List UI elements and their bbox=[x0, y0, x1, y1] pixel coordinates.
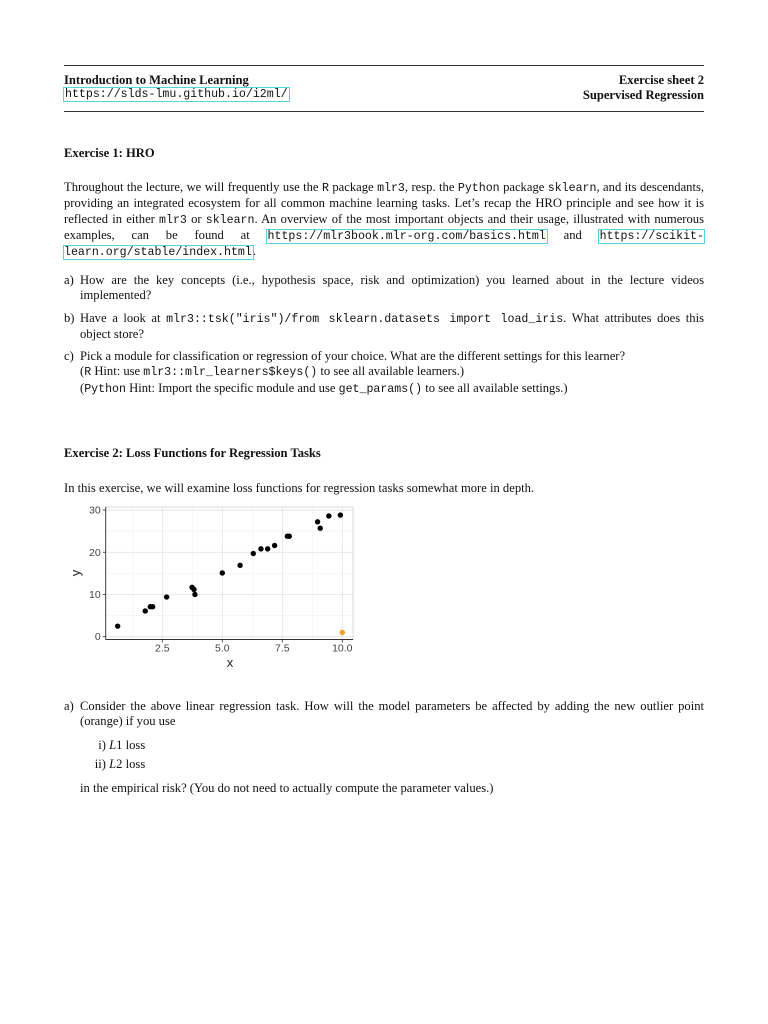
x-tick-label: 10.0 bbox=[332, 642, 353, 655]
data-point bbox=[251, 551, 256, 556]
text-segment: to see all available settings.) bbox=[422, 380, 568, 395]
header-bottom-rule bbox=[64, 111, 704, 112]
option-var: L bbox=[109, 738, 117, 752]
data-point bbox=[115, 623, 120, 628]
text-segment: Throughout the lecture, we will frequently use the bbox=[64, 180, 322, 194]
text-segment: Hint: use bbox=[91, 364, 144, 379]
data-point bbox=[265, 546, 270, 551]
data-point bbox=[326, 513, 331, 518]
option-l2 bbox=[88, 757, 145, 772]
exercise-2-title: Exercise 2: Loss Functions for Regression Tasks bbox=[64, 446, 321, 460]
item-label: a) bbox=[64, 699, 74, 713]
code-text: mlr3 bbox=[377, 182, 405, 195]
y-tick-label: 0 bbox=[94, 631, 101, 644]
exercise-1-item-a bbox=[64, 273, 704, 304]
text-segment: or bbox=[186, 211, 206, 226]
text-segment: How are the key concepts (i.e., hypothesis space, risk and optimization) you learned about in the lecture videos implemented? bbox=[80, 273, 704, 303]
exercise-2-closing: in the empirical risk? (You do not need to actually compute the parameter values.) bbox=[80, 781, 494, 795]
exercise-1-intro bbox=[64, 180, 704, 260]
item-label: a) bbox=[64, 273, 74, 287]
url-link[interactable]: https://scikit-learn.org/stable/index.html bbox=[64, 229, 704, 260]
data-point bbox=[191, 587, 196, 592]
data-point bbox=[237, 563, 242, 568]
header-top-rule bbox=[64, 65, 704, 66]
exercise-1-item-c bbox=[64, 349, 704, 397]
x-tick-label: 5.0 bbox=[214, 642, 230, 655]
data-point bbox=[318, 525, 323, 530]
item-text bbox=[80, 349, 704, 397]
item-text bbox=[80, 273, 704, 304]
text-segment: . What attributes does this object store? bbox=[80, 311, 704, 342]
x-axis-label: x bbox=[226, 655, 234, 670]
scatter-plot bbox=[60, 500, 370, 670]
option-l1 bbox=[88, 738, 145, 753]
text-segment: and bbox=[546, 227, 599, 242]
exercise-2-item-a bbox=[64, 699, 704, 730]
item-text: Consider the above linear regression task. How will the model parameters be affected by adding the new outlier point (orange) if you use bbox=[80, 699, 704, 729]
course-url-link[interactable]: https://slds-lmu.github.io/i2ml/ bbox=[65, 88, 288, 101]
data-point bbox=[338, 512, 343, 517]
item-text bbox=[80, 311, 704, 343]
item-label: c) bbox=[64, 349, 74, 363]
data-point bbox=[150, 604, 155, 609]
item-label: b) bbox=[64, 311, 75, 325]
code-text: sklearn bbox=[205, 213, 255, 227]
exercise-1-item-b bbox=[64, 311, 704, 343]
url-link[interactable]: https://mlr3book.mlr-org.com/basics.html bbox=[267, 229, 546, 243]
option-text: 2 loss bbox=[116, 757, 146, 771]
option-text: 1 loss bbox=[116, 738, 146, 752]
data-point bbox=[143, 608, 148, 613]
sheet-number: Exercise sheet 2 bbox=[618, 73, 704, 87]
code-text: get_params() bbox=[338, 382, 423, 396]
data-point bbox=[164, 594, 169, 599]
course-title: Introduction to Machine Learning bbox=[64, 73, 249, 87]
y-tick-label: 30 bbox=[89, 504, 101, 517]
data-point bbox=[315, 519, 320, 524]
text-segment: . An overview of the most important objects and their usage, illustrated with numerous examples, can be found at bbox=[64, 211, 704, 242]
code-text: mlr3::mlr_learners$keys() bbox=[143, 366, 318, 380]
x-tick-label: 7.5 bbox=[274, 642, 290, 655]
text-segment: Hint: Import the specific module and use bbox=[125, 380, 339, 395]
text-segment: . bbox=[252, 244, 257, 259]
text-segment: Have a look at bbox=[80, 311, 167, 325]
data-point bbox=[220, 570, 225, 575]
data-point bbox=[287, 534, 292, 539]
text-segment: , resp. the bbox=[404, 180, 458, 194]
data-point bbox=[258, 546, 263, 551]
y-axis-label: y bbox=[68, 569, 83, 577]
text-segment: to see all available learners.) bbox=[317, 364, 465, 379]
text-segment: package bbox=[499, 180, 548, 194]
data-point bbox=[192, 592, 197, 597]
code-text: sklearn bbox=[547, 182, 597, 195]
text-segment: ( bbox=[80, 364, 85, 379]
sheet-topic: Supervised Regression bbox=[582, 88, 704, 102]
data-point bbox=[272, 543, 277, 548]
code-text: Python bbox=[84, 382, 126, 396]
code-text: R bbox=[84, 366, 92, 380]
code-text: Python bbox=[457, 182, 500, 195]
text-segment: package bbox=[328, 180, 378, 194]
y-tick-label: 20 bbox=[89, 546, 101, 559]
outlier-point bbox=[340, 630, 345, 635]
y-tick-label: 10 bbox=[89, 588, 101, 601]
code-text: mlr3 bbox=[159, 213, 187, 227]
x-tick-label: 2.5 bbox=[154, 642, 170, 655]
option-label: ii) bbox=[94, 757, 106, 771]
exercise-1-title: Exercise 1: HRO bbox=[64, 146, 155, 160]
text-segment: Pick a module for classification or regression of your choice. What are the different settings for this learner? bbox=[80, 349, 626, 363]
option-var: L bbox=[109, 757, 117, 771]
exercise-2-intro: In this exercise, we will examine loss functions for regression tasks somewhat more in depth. bbox=[64, 481, 535, 495]
option-label: i) bbox=[98, 738, 106, 752]
code-text: R bbox=[321, 182, 329, 195]
text-segment: ( bbox=[80, 380, 85, 395]
text-segment: , and its descendants, providing an integrated ecosystem for all common machine learning tasks. Let’s recap the HRO principle and see how it is reflected in either bbox=[64, 180, 705, 226]
code-text: mlr3::tsk("iris")/from sklearn.datasets import load_iris bbox=[166, 313, 564, 326]
